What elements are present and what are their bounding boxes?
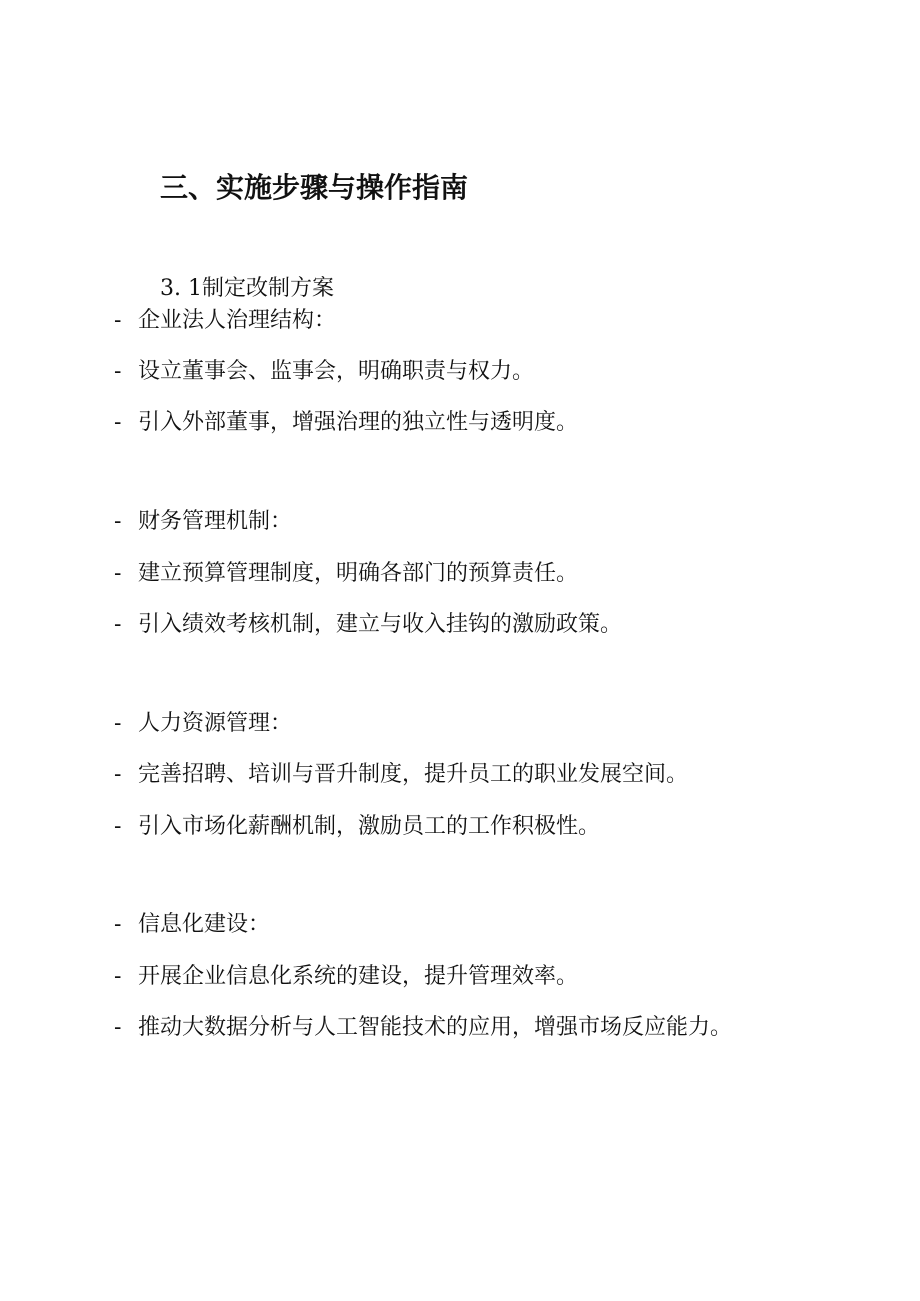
list-item-text: 完善招聘、培训与晋升制度，提升员工的职业发展空间。 xyxy=(138,762,689,787)
bullet-dash: - xyxy=(114,410,122,435)
list-item-text: 推动大数据分析与人工智能技术的应用，增强市场反应能力。 xyxy=(138,1015,733,1040)
bullet-dash: - xyxy=(114,762,122,787)
list-item-text: 建立预算管理制度，明确各部门的预算责任。 xyxy=(138,561,579,586)
list-item-text: 设立董事会、监事会，明确职责与权力。 xyxy=(138,359,535,384)
list-item xyxy=(114,609,622,641)
group-header-text: 企业法人治理结构： xyxy=(138,308,337,333)
group-header xyxy=(114,909,270,941)
group-header xyxy=(114,305,336,337)
list-item-text: 开展企业信息化系统的建设，提升管理效率。 xyxy=(138,964,579,989)
list-item-text: 引入绩效考核机制，建立与收入挂钩的激励政策。 xyxy=(138,612,623,637)
group-header xyxy=(114,506,292,538)
list-item xyxy=(114,1012,732,1044)
bullet-dash: - xyxy=(114,561,122,586)
group-header xyxy=(114,708,292,740)
list-item xyxy=(114,961,578,993)
bullet-dash: - xyxy=(114,814,122,839)
subsection-heading: 3. 1制定改制方案 xyxy=(160,276,334,301)
list-item xyxy=(114,558,578,590)
bullet-dash: - xyxy=(114,359,122,384)
group-header-text: 人力资源管理： xyxy=(138,711,293,736)
bullet-dash: - xyxy=(114,612,122,637)
group-header-text: 信息化建设： xyxy=(138,912,271,937)
bullet-dash: - xyxy=(114,1015,122,1040)
list-item xyxy=(114,356,534,388)
bullet-dash: - xyxy=(114,912,122,937)
list-item xyxy=(114,759,688,791)
group-header-text: 财务管理机制： xyxy=(138,509,293,534)
bullet-dash: - xyxy=(114,711,122,736)
list-item-text: 引入市场化薪酬机制，激励员工的工作积极性。 xyxy=(138,814,601,839)
section-heading: 三、实施步骤与操作指南 xyxy=(160,171,469,204)
list-item xyxy=(114,811,600,843)
list-item xyxy=(114,407,578,439)
list-item-text: 引入外部董事，增强治理的独立性与透明度。 xyxy=(138,410,579,435)
bullet-dash: - xyxy=(114,308,122,333)
bullet-dash: - xyxy=(114,509,122,534)
bullet-dash: - xyxy=(114,964,122,989)
